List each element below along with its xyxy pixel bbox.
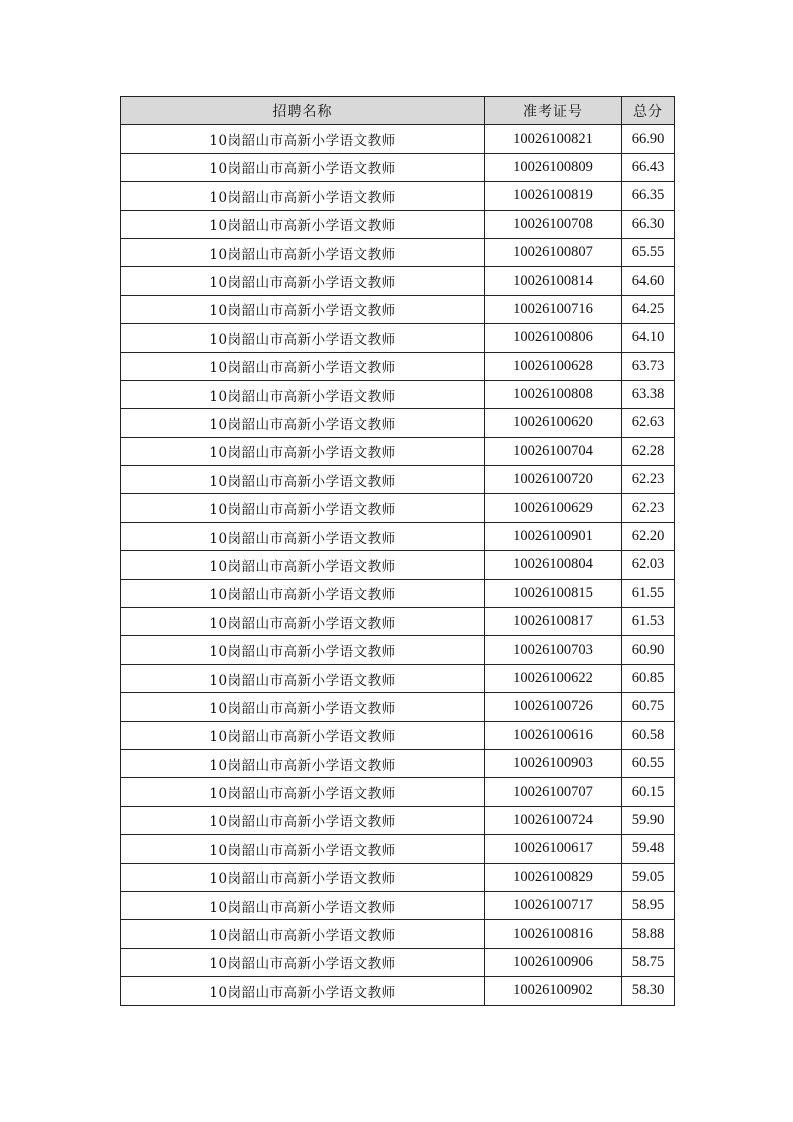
table-body	[121, 125, 675, 1005]
header-position-name: 招聘名称	[121, 97, 485, 125]
exam-number-cell: 10026100617	[485, 835, 622, 863]
table-row	[121, 153, 675, 181]
total-score-cell: 66.90	[622, 125, 675, 153]
position-name-cell: 10岗韶山市高新小学语文教师	[121, 267, 485, 295]
table-row	[121, 579, 675, 607]
total-score-cell: 59.48	[622, 835, 675, 863]
position-name-cell: 10岗韶山市高新小学语文教师	[121, 182, 485, 210]
total-score-cell: 62.20	[622, 522, 675, 550]
total-score-cell: 58.95	[622, 891, 675, 919]
position-name-cell: 10岗韶山市高新小学语文教师	[121, 948, 485, 976]
total-score-cell: 65.55	[622, 238, 675, 266]
table-row	[121, 920, 675, 948]
total-score-cell: 66.30	[622, 210, 675, 238]
exam-number-cell: 10026100628	[485, 352, 622, 380]
total-score-cell: 62.63	[622, 409, 675, 437]
exam-number-cell: 10026100807	[485, 238, 622, 266]
table-row	[121, 778, 675, 806]
total-score-cell: 60.15	[622, 778, 675, 806]
total-score-cell: 62.28	[622, 437, 675, 465]
total-score-cell: 60.58	[622, 721, 675, 749]
table-row	[121, 125, 675, 153]
exam-number-cell: 10026100808	[485, 380, 622, 408]
exam-number-cell: 10026100717	[485, 891, 622, 919]
table-row	[121, 977, 675, 1005]
position-name-cell: 10岗韶山市高新小学语文教师	[121, 749, 485, 777]
total-score-cell: 60.85	[622, 664, 675, 692]
exam-number-cell: 10026100724	[485, 806, 622, 834]
exam-number-cell: 10026100829	[485, 863, 622, 891]
exam-number-cell: 10026100616	[485, 721, 622, 749]
total-score-cell: 62.23	[622, 466, 675, 494]
table-row	[121, 806, 675, 834]
position-name-cell: 10岗韶山市高新小学语文教师	[121, 295, 485, 323]
exam-number-cell: 10026100806	[485, 324, 622, 352]
table-row	[121, 608, 675, 636]
total-score-cell: 58.88	[622, 920, 675, 948]
table-row	[121, 494, 675, 522]
exam-number-cell: 10026100821	[485, 125, 622, 153]
position-name-cell: 10岗韶山市高新小学语文教师	[121, 324, 485, 352]
exam-number-cell: 10026100901	[485, 522, 622, 550]
table-row	[121, 664, 675, 692]
position-name-cell: 10岗韶山市高新小学语文教师	[121, 210, 485, 238]
table-row	[121, 267, 675, 295]
total-score-cell: 58.75	[622, 948, 675, 976]
table-row	[121, 295, 675, 323]
position-name-cell: 10岗韶山市高新小学语文教师	[121, 693, 485, 721]
total-score-cell: 64.25	[622, 295, 675, 323]
position-name-cell: 10岗韶山市高新小学语文教师	[121, 608, 485, 636]
total-score-cell: 60.75	[622, 693, 675, 721]
table-row	[121, 437, 675, 465]
position-name-cell: 10岗韶山市高新小学语文教师	[121, 835, 485, 863]
position-name-cell: 10岗韶山市高新小学语文教师	[121, 721, 485, 749]
exam-number-cell: 10026100703	[485, 636, 622, 664]
table-row	[121, 380, 675, 408]
total-score-cell: 63.38	[622, 380, 675, 408]
exam-number-cell: 10026100903	[485, 749, 622, 777]
exam-number-cell: 10026100620	[485, 409, 622, 437]
total-score-cell: 62.03	[622, 551, 675, 579]
exam-number-cell: 10026100622	[485, 664, 622, 692]
table-row	[121, 182, 675, 210]
total-score-cell: 62.23	[622, 494, 675, 522]
table-row	[121, 522, 675, 550]
total-score-cell: 64.10	[622, 324, 675, 352]
exam-number-cell: 10026100704	[485, 437, 622, 465]
table-row	[121, 409, 675, 437]
total-score-cell: 66.43	[622, 153, 675, 181]
position-name-cell: 10岗韶山市高新小学语文教师	[121, 437, 485, 465]
score-table	[120, 96, 675, 1006]
exam-number-cell: 10026100726	[485, 693, 622, 721]
exam-number-cell: 10026100707	[485, 778, 622, 806]
table-header-row	[121, 97, 675, 125]
header-exam-number: 准考证号	[485, 97, 622, 125]
exam-number-cell: 10026100716	[485, 295, 622, 323]
total-score-cell: 59.90	[622, 806, 675, 834]
exam-number-cell: 10026100814	[485, 267, 622, 295]
table-row	[121, 863, 675, 891]
total-score-cell: 61.53	[622, 608, 675, 636]
position-name-cell: 10岗韶山市高新小学语文教师	[121, 352, 485, 380]
position-name-cell: 10岗韶山市高新小学语文教师	[121, 863, 485, 891]
position-name-cell: 10岗韶山市高新小学语文教师	[121, 125, 485, 153]
exam-number-cell: 10026100720	[485, 466, 622, 494]
exam-number-cell: 10026100815	[485, 579, 622, 607]
table-row	[121, 466, 675, 494]
table-row	[121, 210, 675, 238]
exam-number-cell: 10026100817	[485, 608, 622, 636]
exam-number-cell: 10026100816	[485, 920, 622, 948]
table-row	[121, 551, 675, 579]
total-score-cell: 63.73	[622, 352, 675, 380]
position-name-cell: 10岗韶山市高新小学语文教师	[121, 380, 485, 408]
table-row	[121, 891, 675, 919]
total-score-cell: 61.55	[622, 579, 675, 607]
table-row	[121, 636, 675, 664]
total-score-cell: 66.35	[622, 182, 675, 210]
position-name-cell: 10岗韶山市高新小学语文教师	[121, 664, 485, 692]
total-score-cell: 60.90	[622, 636, 675, 664]
exam-number-cell: 10026100708	[485, 210, 622, 238]
total-score-cell: 59.05	[622, 863, 675, 891]
position-name-cell: 10岗韶山市高新小学语文教师	[121, 579, 485, 607]
position-name-cell: 10岗韶山市高新小学语文教师	[121, 238, 485, 266]
exam-number-cell: 10026100809	[485, 153, 622, 181]
results-sheet	[120, 96, 674, 1006]
position-name-cell: 10岗韶山市高新小学语文教师	[121, 806, 485, 834]
header-total-score: 总分	[622, 97, 675, 125]
table-row	[121, 749, 675, 777]
table-row	[121, 948, 675, 976]
position-name-cell: 10岗韶山市高新小学语文教师	[121, 153, 485, 181]
position-name-cell: 10岗韶山市高新小学语文教师	[121, 891, 485, 919]
table-row	[121, 324, 675, 352]
position-name-cell: 10岗韶山市高新小学语文教师	[121, 522, 485, 550]
position-name-cell: 10岗韶山市高新小学语文教师	[121, 778, 485, 806]
position-name-cell: 10岗韶山市高新小学语文教师	[121, 977, 485, 1005]
total-score-cell: 64.60	[622, 267, 675, 295]
table-row	[121, 352, 675, 380]
exam-number-cell: 10026100819	[485, 182, 622, 210]
position-name-cell: 10岗韶山市高新小学语文教师	[121, 636, 485, 664]
table-row	[121, 693, 675, 721]
position-name-cell: 10岗韶山市高新小学语文教师	[121, 920, 485, 948]
table-row	[121, 238, 675, 266]
table-row	[121, 721, 675, 749]
exam-number-cell: 10026100804	[485, 551, 622, 579]
exam-number-cell: 10026100629	[485, 494, 622, 522]
total-score-cell: 58.30	[622, 977, 675, 1005]
position-name-cell: 10岗韶山市高新小学语文教师	[121, 551, 485, 579]
table-row	[121, 835, 675, 863]
total-score-cell: 60.55	[622, 749, 675, 777]
exam-number-cell: 10026100906	[485, 948, 622, 976]
position-name-cell: 10岗韶山市高新小学语文教师	[121, 494, 485, 522]
position-name-cell: 10岗韶山市高新小学语文教师	[121, 466, 485, 494]
exam-number-cell: 10026100902	[485, 977, 622, 1005]
position-name-cell: 10岗韶山市高新小学语文教师	[121, 409, 485, 437]
